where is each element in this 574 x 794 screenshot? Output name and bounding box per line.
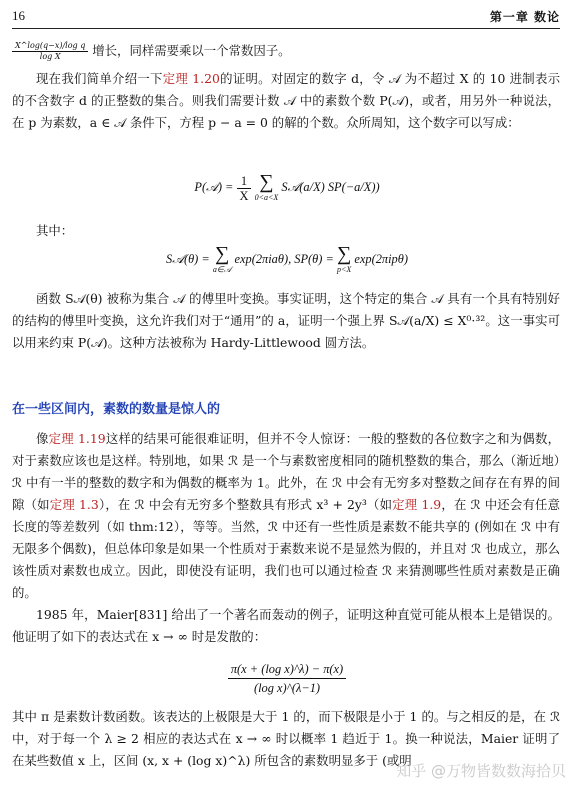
- eq1-sum: ∑ 0<a<X: [254, 171, 279, 202]
- equation-p-a: P(𝒜) = $\frac{1}{X}$ ∑ 0<a<X S𝒜(a/X) SP(−a/X)): [194, 171, 380, 203]
- intro-line: [12, 40, 560, 62]
- section-heading: 在一些区间内，素数的数量是惊人的: [12, 402, 221, 417]
- paragraph-random-model: 像定理 1.19这样的结果可能很难证明，但并不令人惊讶：一般的整数的各位数字之和为偶数，对于素数应该也是这样。特别地，如果 ℛ 是一个与素数密度相同的随机整数的集合，那么（渐近地）ℛ 中有一半的整数的数字和为偶数的概率为 1。此外，在 ℛ 中会有无穷多对整数之间存在有界的间隙（如定理 1.3），在 ℛ 中会有无穷多个整数具有形式 x³ + 2y³（如定理 1.9，在 ℛ 中还会有任意长度的等差数列（如 thm:12），等等。当然，ℛ 中还有一些性质是素数不能共享的 (例如在 ℛ 中有无限多个偶数)，但总体印象是如果一个性质对于素数来说不是显然为假的，并且对 ℛ 也成立，那么该性质对素数也成立。因此，即使没有证明，我们也可以通过检查 ℛ 来猜测哪些性质对素数是正确的。: [12, 431, 561, 600]
- page-number: 16: [12, 8, 25, 23]
- page-header: [12, 6, 560, 29]
- chapter-title: 第一章 数论: [489, 10, 560, 24]
- equation-maier: $\frac{\text{π(x + (log x)\textasciicircum{}λ) − π(x)}}{\text{(log x)\textasciicircum{}(λ−1)}}$: [0, 660, 574, 697]
- intro-fraction: $\frac{\text{X\textasciicircum{}log(q−x)/log q}}{\text{log X}}$: [12, 41, 88, 62]
- where-label: 其中：: [36, 223, 74, 238]
- eq1-coefficient: $\frac{1}{X}$: [237, 174, 252, 203]
- intro-tail: 增长，同样需要乘以一个常数因子。: [88, 43, 291, 58]
- ref-theorem-1-9[interactable]: 定理 1.9: [392, 497, 442, 512]
- paragraph-limits: 其中 π 是素数计数函数。该表达的上极限是大于 1 的，而下极限是小于 1 的。与之相反的是，在 ℛ 中，对于每一个 λ ≥ 2 相应的表达式在 x → ∞ 时以概率 1 趋近于 1。换一种说法，Maier 证明了在某些数值 x 上，区间 (x, x + (log x)^λ) 所包含的素数明显多于 (或明: [12, 709, 560, 768]
- watermark: 知乎 @万物皆数数海拾贝: [396, 762, 566, 780]
- ref-theorem-1-19[interactable]: 定理 1.19: [48, 431, 106, 446]
- equation-fourier: S𝒜(θ) = ∑ a∈𝒜 exp(2πiaθ), SP(θ) = ∑ p<X exp(2πipθ): [166, 243, 408, 274]
- paragraph-proof-sketch: 现在我们简单介绍一下定理 1.20的证明。对固定的数字 d，令 𝒜 为不超过 X 的 10 进制表示的不含数字 d 的正整数的集合。则我们需要计数 𝒜 中的素数个数 P(𝒜)，或者，用另外一种说法，在 p 为素数，a ∈ 𝒜 条件下，方程 p − a = 0 的解的个数。众所周知，这个数字可以写成：: [12, 71, 561, 130]
- paragraph-maier: 1985 年，Maier[831] 给出了一个著名而轰动的例子，证明这种直觉可能从根本上是错误的。他证明了如下的表达式在 x → ∞ 时是发散的：: [12, 607, 560, 644]
- paragraph-fourier-transform: 函数 S𝒜(θ) 被称为集合 𝒜 的傅里叶变换。事实证明，这个特定的集合 𝒜 具有一个具有特别好的结构的傅里叶变换，这允许我们对于“通用”的 a，证明一个强上界 S𝒜(a/X) ≤ X⁰·³²。这一事实可以用来约束 P(𝒜)。这种方法被称为 Hardy-Littlewood 圆方法。: [12, 291, 560, 350]
- ref-theorem-1-20[interactable]: 定理 1.20: [162, 71, 220, 86]
- ref-theorem-1-3[interactable]: 定理 1.3: [49, 497, 99, 512]
